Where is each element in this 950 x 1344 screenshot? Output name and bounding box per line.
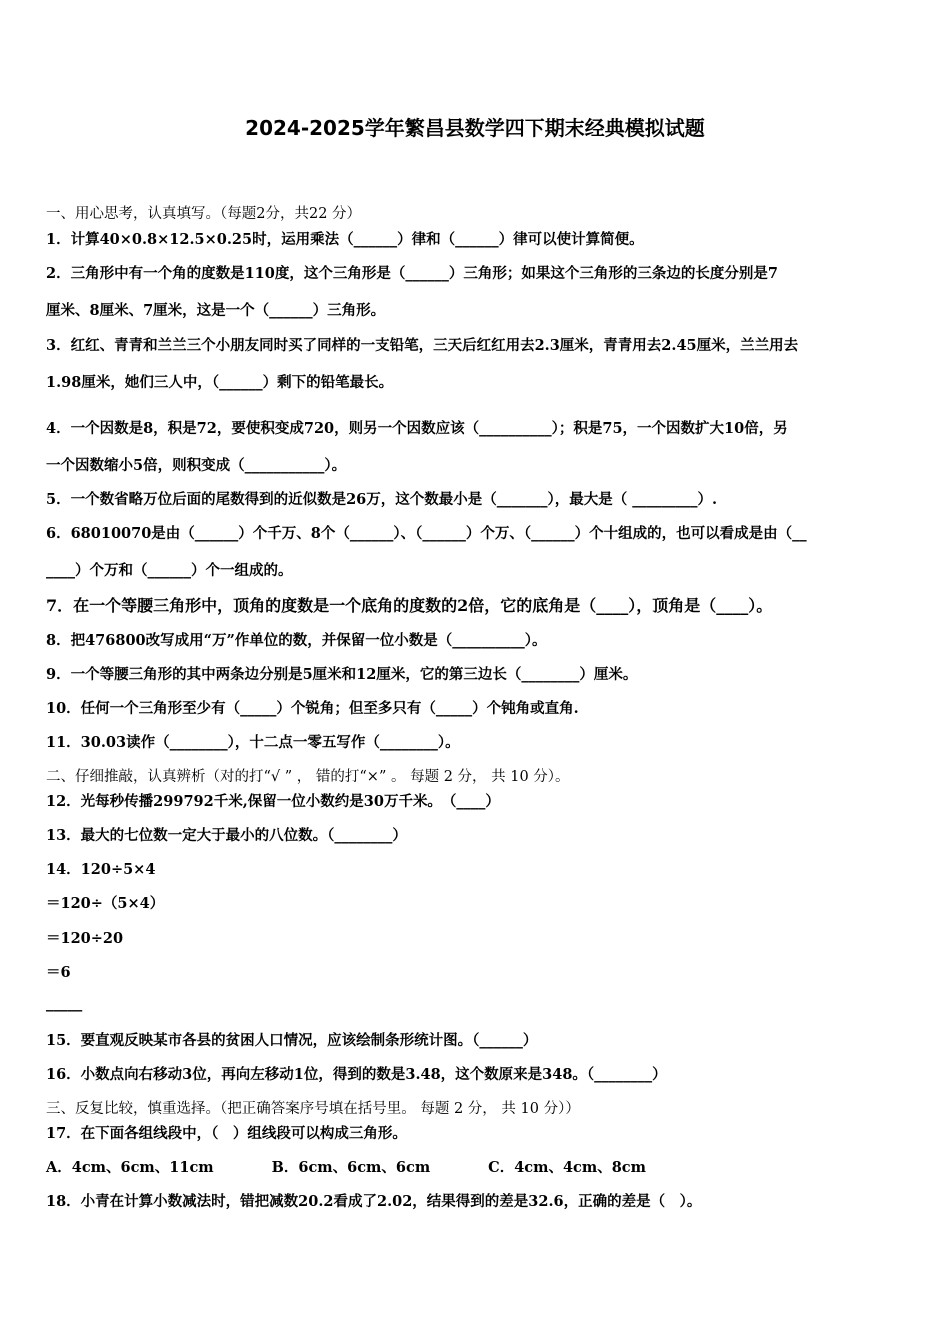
section-heading-3: 三、反复比较，慎重选择。（把正确答案序号填在括号里。 每题 2 分， 共 10 分））	[46, 1101, 580, 1117]
question-18: 18．小青在计算小数减法时，错把减数20.2看成了2.02，结果得到的差是32.6，正确的差是（ ）。	[46, 1193, 702, 1210]
question-14-answer-blank: _____	[46, 995, 83, 1012]
question-1: 1．计算40×0.8×12.5×0.25时，运用乘法（______）律和（______）律可以使计算简便。	[46, 231, 644, 248]
question-9: 9．一个等腰三角形的其中两条边分别是5厘米和12厘米，它的第三边长（________）厘米。	[46, 666, 638, 683]
question-4-line-2: 一个因数缩小5倍，则积变成（___________）。	[46, 457, 347, 474]
question-14-line-2: ＝120÷（5×4）	[46, 895, 165, 912]
question-10: 10．任何一个三角形至少有（_____）个锐角；但至多只有（_____）个钝角或直角.	[46, 700, 579, 717]
page-title: 2024-2025学年繁昌县数学四下期末经典模拟试题	[245, 116, 705, 140]
question-3-line-1: 3．红红、青青和兰兰三个小朋友同时买了同样的一支铅笔，三天后红红用去2.3厘米，青青用去2.45厘米，兰兰用去	[46, 337, 799, 354]
question-14-line-4: ＝6	[46, 964, 71, 981]
question-15: 15．要直观反映某市各县的贫困人口情况，应该绘制条形统计图。（______）	[46, 1032, 538, 1049]
question-5: 5．一个数省略万位后面的尾数得到的近似数是26万，这个数最小是（_______），最大是（ _________）.	[46, 491, 718, 508]
question-2-line-1: 2．三角形中有一个角的度数是110度，这个三角形是（______）三角形；如果这个三角形的三条边的长度分别是7	[46, 265, 778, 282]
question-3-line-2: 1.98厘米，她们三人中，（______）剩下的铅笔最长。	[46, 374, 394, 391]
question-11: 11．30.03读作（________），十二点一零五写作（________）。	[46, 734, 460, 751]
question-7: 7．在一个等腰三角形中，顶角的度数是一个底角的度数的2倍，它的底角是（____），顶角是（____）。	[46, 596, 773, 615]
question-2-line-2: 厘米、8厘米、7厘米，这是一个（______）三角形。	[46, 302, 386, 319]
question-12: 12．光每秒传播299792千米,保留一位小数约是30万千米。 （____）	[46, 793, 500, 810]
question-6-line-1: 6．68010070是由（______）个千万、8个（______）、（______）个万、（______）个十组成的，也可以看成是由（__	[46, 525, 807, 542]
question-6-line-2: ____）个万和（______）个一组成的。	[46, 562, 293, 579]
question-17-options: A．4cm、6cm、11cm B．6cm、6cm、6cm C．4cm、4cm、8cm	[46, 1159, 646, 1176]
section-heading-1: 一、用心思考，认真填写。（每题2分，共22 分）	[46, 206, 362, 222]
question-14-line-3: ＝120÷20	[46, 930, 124, 947]
question-14-line-1: 14．120÷5×4	[46, 861, 156, 878]
question-17: 17．在下面各组线段中，（ ）组线段可以构成三角形。	[46, 1125, 407, 1142]
question-4-line-1: 4．一个因数是8，积是72，要使积变成720，则另一个因数应该（__________）；积是75，一个因数扩大10倍，另	[46, 420, 788, 437]
question-8: 8．把476800改写成用“万”作单位的数，并保留一位小数是（__________）。	[46, 632, 547, 649]
question-16: 16．小数点向右移动3位，再向左移动1位，得到的数是3.48，这个数原来是348。（________）	[46, 1066, 667, 1083]
question-13: 13．最大的七位数一定大于最小的八位数。（________）	[46, 827, 407, 844]
section-heading-2: 二、仔细推敲，认真辨析（对的打“√ ” ， 错的打“×” 。 每题 2 分， 共 10 分）。	[46, 769, 570, 785]
